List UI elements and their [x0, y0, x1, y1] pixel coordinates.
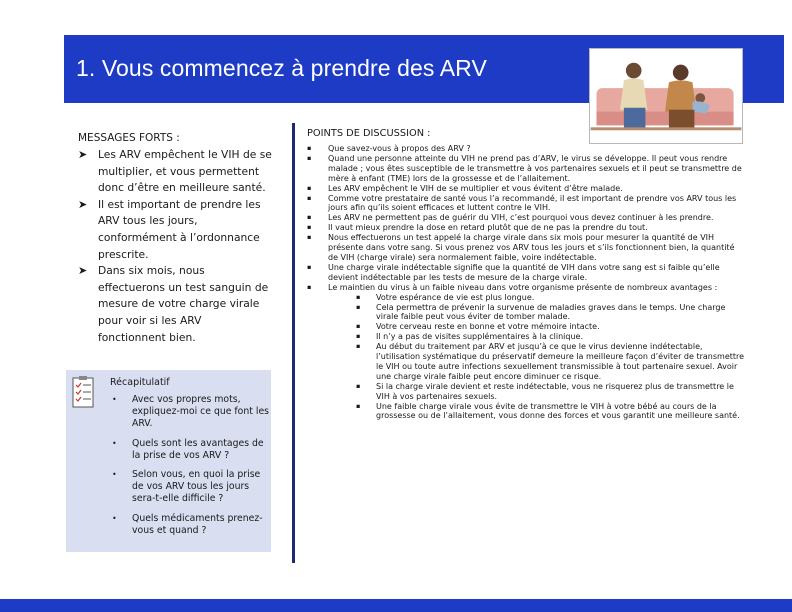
benefit-item-text: Votre cerveau reste en bonne et votre mémoire intacte. — [376, 322, 600, 332]
recap-list — [112, 394, 270, 544]
page-title: 1. Vous commencez à prendre des ARV — [76, 55, 487, 81]
column-divider — [292, 123, 295, 563]
bullet-icon: ▪ — [307, 282, 312, 291]
discussion-item-text: Le maintien du virus à un faible niveau dans votre organisme présente de nombreux avantages : — [328, 282, 718, 292]
benefit-item — [356, 303, 747, 323]
key-message-text: Les ARV empêchent le VIH de se multiplier, et vous permettent donc d’être en meilleure santé. — [98, 148, 272, 195]
discussion-item — [307, 223, 747, 233]
bullet-icon: ▪ — [307, 223, 312, 232]
discussion-item — [307, 144, 747, 154]
key-messages-heading: MESSAGES FORTS : — [78, 132, 180, 144]
footer-bar — [0, 599, 792, 612]
benefit-item-text: Il n’y a pas de visites supplémentaires à la clinique. — [376, 332, 584, 342]
bullet-icon: ▪ — [356, 302, 361, 311]
recap-title: Récapitulatif — [110, 377, 170, 388]
benefit-item — [356, 342, 747, 382]
bullet-icon: ▪ — [356, 322, 361, 331]
recap-item — [112, 438, 270, 462]
key-messages-list — [78, 147, 272, 346]
discussion-item — [307, 194, 747, 214]
recap-item-text: Quels sont les avantages de la prise de vos ARV ? — [132, 437, 264, 461]
bullet-icon: ▪ — [356, 381, 361, 390]
bullet-icon: ▪ — [307, 233, 312, 242]
key-message-item — [78, 197, 272, 263]
benefit-item — [356, 382, 747, 402]
bullet-icon: ▪ — [307, 193, 312, 202]
discussion-points — [307, 127, 747, 421]
benefit-item — [356, 402, 747, 422]
discussion-heading: POINTS DE DISCUSSION : — [307, 128, 431, 139]
recap-item-text: Selon vous, en quoi la prise de vos ARV tous les jours sera-t-elle difficile ? — [132, 469, 261, 505]
bullet-icon: ▪ — [356, 401, 361, 410]
discussion-item-text: Comme votre prestataire de santé vous l’a recommandé, il est important de prendre vos ARV tous les jours afin qu’ils soient efficaces et luttent contre le VIH. — [328, 193, 737, 213]
benefit-item — [356, 322, 747, 332]
discussion-item-text: Quand une personne atteinte du VIH ne prend pas d’ARV, le virus se développe. Il peut vous rendre malade ; vous êtes susceptible de le transmettre à vos partenaires sexuels et il peut se transmettre de mère à enfant (TME) lors de la grossesse et de l’allaitement. — [328, 153, 742, 183]
checklist-icon — [72, 376, 94, 408]
bullet-icon: • — [112, 513, 117, 523]
bullet-icon: ▪ — [307, 213, 312, 222]
key-message-item — [78, 147, 272, 197]
discussion-item-text: Il vaut mieux prendre la dose en retard plutôt que de ne pas la prendre du tout. — [328, 223, 648, 233]
discussion-item — [307, 213, 747, 223]
arrow-bullet-icon: ➤ — [78, 197, 88, 211]
bullet-icon: • — [112, 438, 117, 448]
discussion-list — [307, 144, 747, 421]
benefit-item-text: Au début du traitement par ARV et jusqu’à ce que le virus devienne indétectable, l’utilisation systématique du préservatif demeure la meilleure façon d’éviter de transmettre le VIH ou toute autre infections sexuellement transmissible à tout partenaire sexuel. Avoir une charge virale faible peut encore diminuer ce risque. — [376, 342, 745, 381]
bullet-icon: ▪ — [356, 342, 361, 351]
recap-item-text: Avec vos propres mots, expliquez-moi ce que font les ARV. — [132, 394, 270, 430]
recap-box — [66, 370, 271, 552]
benefit-item — [356, 332, 747, 342]
discussion-item-text: Les ARV empêchent le VIH de se multiplier et vous évitent d’être malade. — [328, 183, 623, 193]
bullet-icon: ▪ — [307, 144, 312, 152]
recap-item — [112, 394, 270, 431]
benefit-item-text: Une faible charge virale vous évite de transmettre le VIH à votre bébé au cours de la grossesse ou de l’allaitement, vous donne des forces et vous garantit une meilleure santé. — [376, 401, 740, 421]
bullet-icon: ▪ — [307, 153, 312, 162]
bullet-icon: ▪ — [356, 292, 361, 301]
key-messages — [78, 127, 272, 346]
discussion-item — [307, 154, 747, 184]
arrow-bullet-icon: ➤ — [78, 264, 88, 278]
discussion-item — [307, 283, 747, 422]
discussion-item-text: Une charge virale indétectable signifie que la quantité de VIH dans votre sang est si faible qu’elle devient indétectable par les tests de mesure de la charge virale. — [328, 262, 720, 282]
discussion-item — [307, 184, 747, 194]
discussion-item — [307, 233, 747, 263]
benefit-item-text: Votre espérance de vie est plus longue. — [376, 292, 535, 302]
bullet-icon: • — [112, 395, 117, 404]
benefit-item-text: Cela permettra de prévenir la survenue de maladies graves dans le temps. Une charge virale faible peut vous éviter de tomber malade. — [376, 302, 726, 322]
bullet-icon: ▪ — [356, 332, 361, 341]
bullet-icon: • — [112, 470, 117, 480]
recap-item — [112, 513, 270, 537]
arrow-bullet-icon: ➤ — [78, 148, 88, 161]
bullet-icon: ▪ — [307, 183, 312, 192]
recap-item-text: Quels médicaments prenez-vous et quand ? — [132, 512, 263, 536]
benefit-item — [356, 293, 747, 303]
recap-item — [112, 469, 270, 506]
benefit-item-text: Si la charge virale devient et reste indétectable, vous ne risquerez plus de transmettre le VIH à vos partenaires sexuels. — [376, 381, 734, 401]
discussion-item — [307, 263, 747, 283]
bullet-icon: ▪ — [307, 262, 312, 271]
discussion-item-text: Que savez-vous à propos des ARV ? — [328, 144, 471, 153]
benefits-list — [328, 293, 747, 422]
discussion-item-text: Les ARV ne permettent pas de guérir du VIH, c’est pourquoi vous devez continuer à les prendre. — [328, 213, 714, 223]
discussion-item-text: Nous effectuerons un test appelé la charge virale dans six mois pour mesurer la quantité de VIH présente dans votre sang. Si vous prenez vos ARV tous les jours et s’ils fonctionnent bien, la quantité de VIH (charge virale) sera normalement faible, voire indétectable. — [328, 233, 735, 262]
key-message-text: Il est important de prendre les ARV tous les jours, conformément à l’ordonnance prescrite. — [98, 197, 261, 261]
key-message-item — [78, 263, 272, 346]
key-message-text: Dans six mois, nous effectuerons un test sanguin de mesure de votre charge virale pour voir si les ARV fonctionnent bien. — [98, 264, 269, 344]
